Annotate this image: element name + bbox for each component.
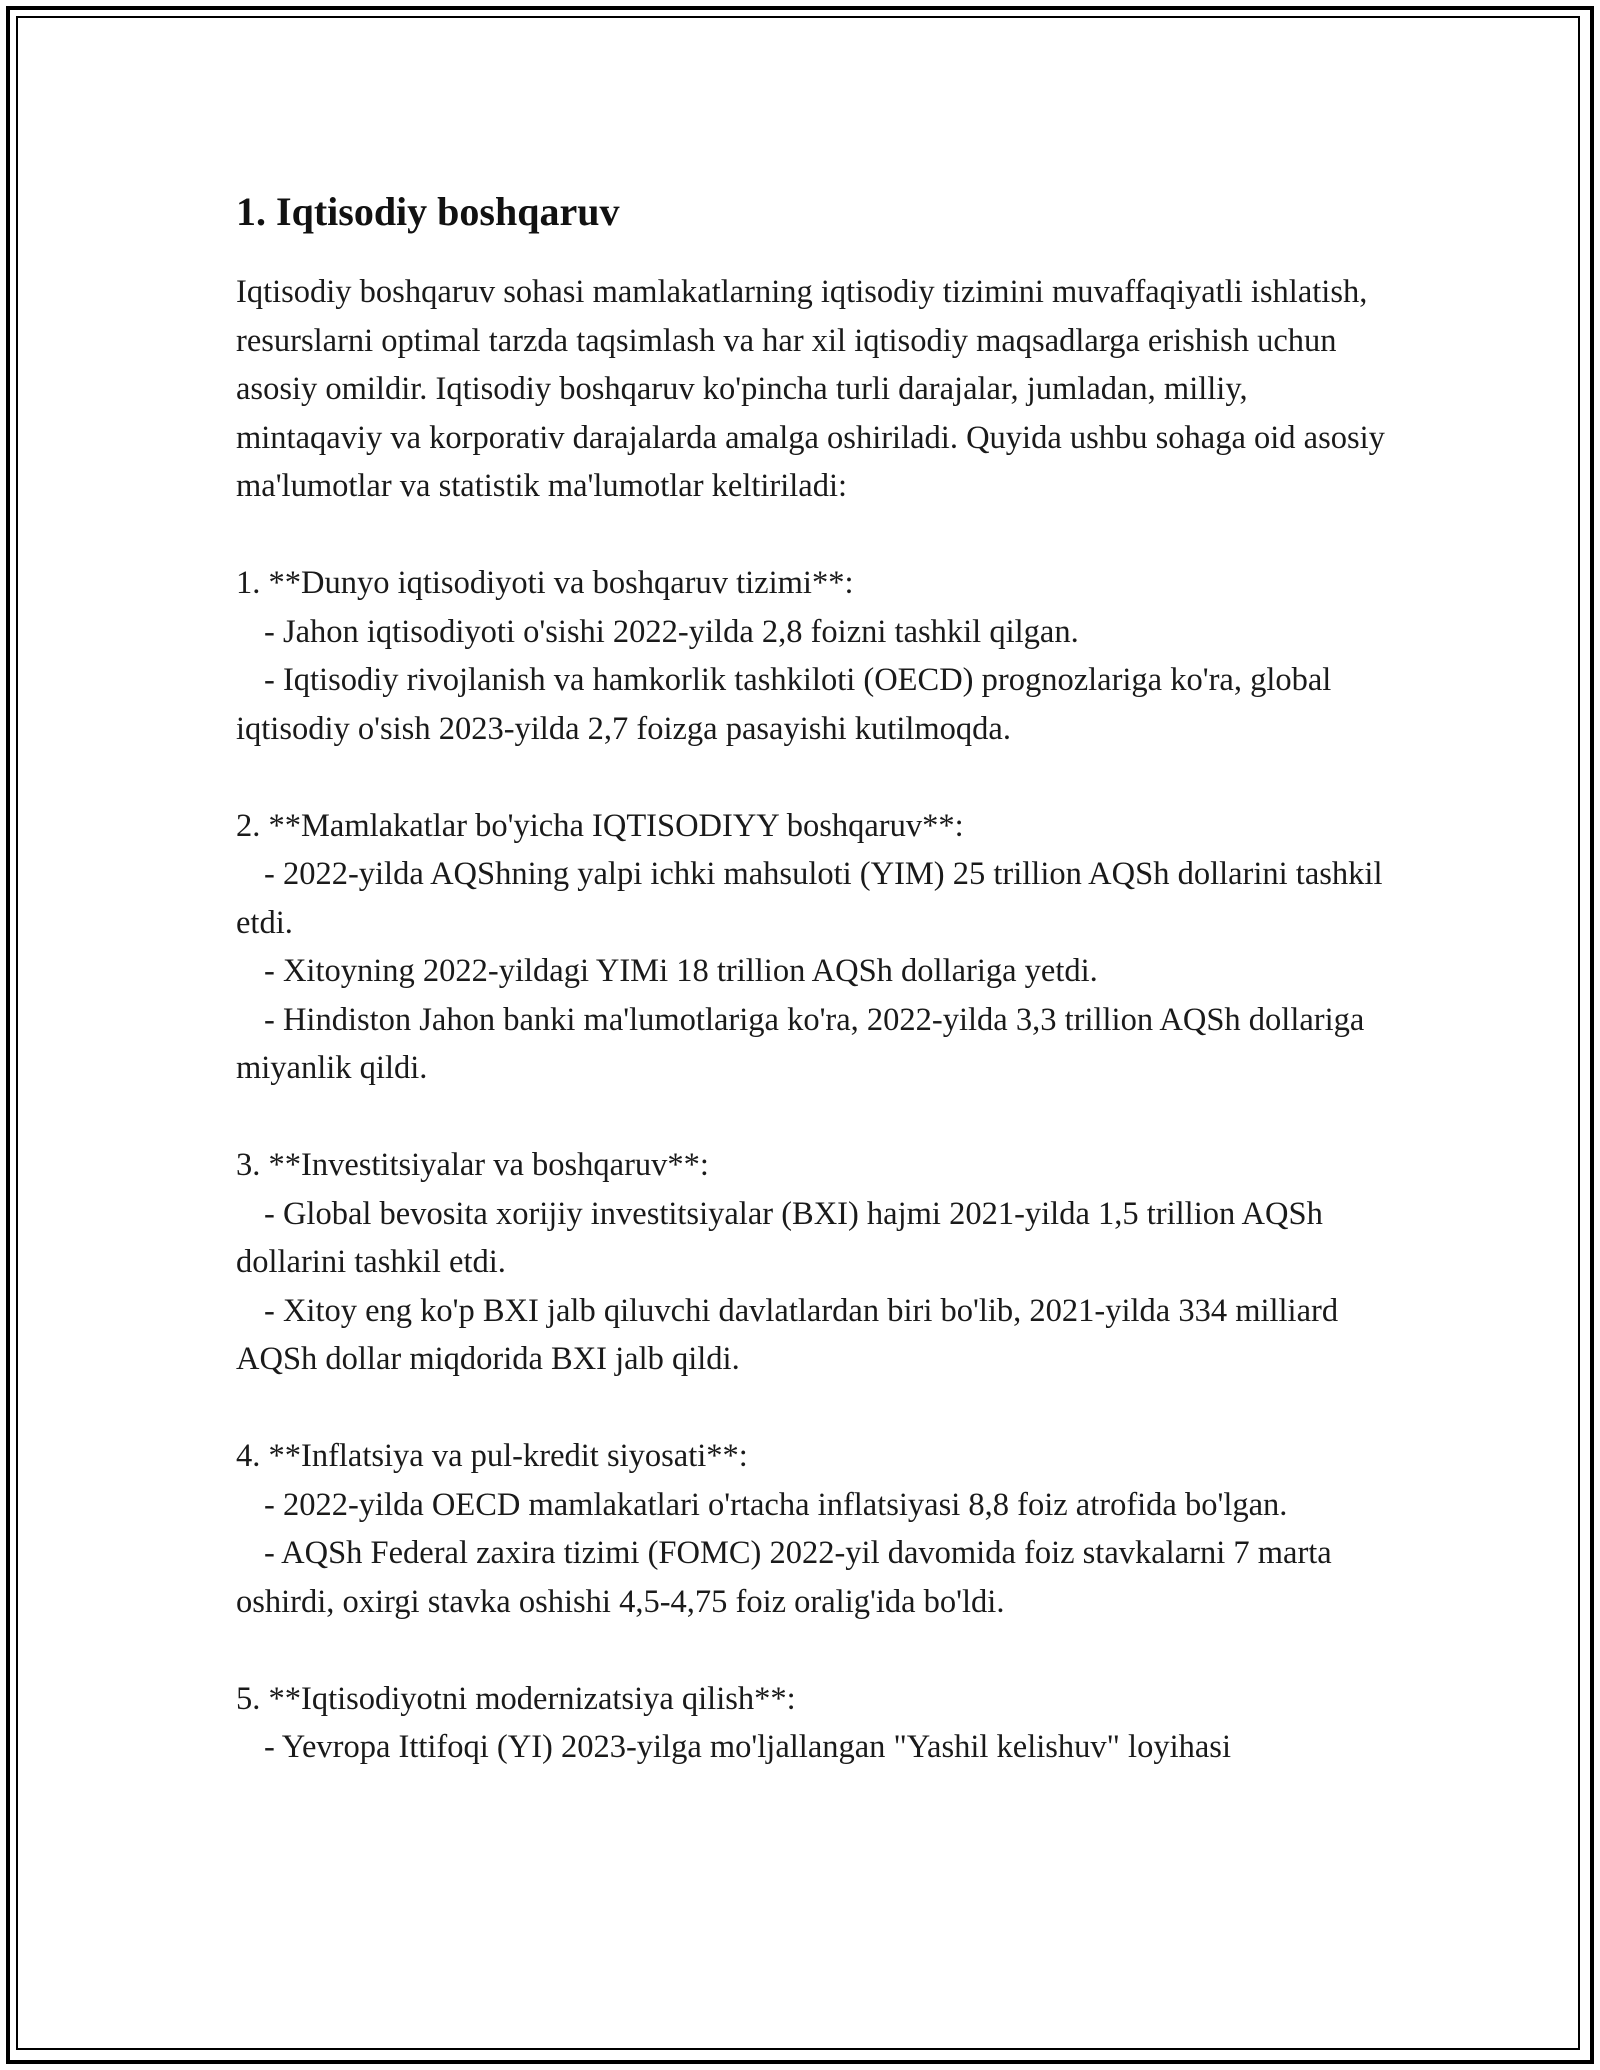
bullet-text: - Xitoy eng ko'p BXI jalb qiluvchi davlatlardan biri bo'lib, 2021-yilda 334 milliard AQSh dollar miqdorida BXI jalb qildi. bbox=[236, 1292, 1345, 1377]
section-title: 1. **Dunyo iqtisodiyoti va boshqaruv tizimi**: bbox=[236, 565, 854, 601]
list-item bbox=[236, 1287, 1386, 1384]
section-title: 2. **Mamlakatlar bo'yicha IQTISODIYY boshqaruv**: bbox=[236, 807, 964, 844]
section-title: 4. **Inflatsiya va pul-kredit siyosati**: bbox=[236, 1438, 748, 1474]
bullet-text: - Iqtisodiy rivojlanish va hamkorlik tashkiloti (OECD) prognozlariga ko'ra, global iqtisodiy o'sish 2023-yilda 2,7 foizga pasayishi kutilmoqda. bbox=[236, 662, 1340, 747]
intro-paragraph: Iqtisodiy boshqaruv sohasi mamlakatlarning iqtisodiy tizimini muvaffaqiyatli ishlatish, resurslarni optimal tarzda taqsimlash va har xil iqtisodiy maqsadlarga erishish uchun asosiy omildir. Iqtisodiy boshqaruv ko'pincha turli darajalar, jumladan, milliy, mintaqaviy va korporativ darajalarda amalga oshiriladi. Quyida ushbu sohaga oid asosiy ma'lumotlar va statistik ma'lumotlar keltiriladi: bbox=[236, 274, 1394, 504]
bullet-text: - 2022-yilda OECD mamlakatlari o'rtacha inflatsiyasi 8,8 foiz atrofida bo'lgan. bbox=[264, 1486, 1288, 1523]
list-item bbox=[236, 608, 1386, 657]
bullet-text: - 2022-yilda AQShning yalpi ichki mahsuloti (YIM) 25 trillion AQSh dollarini tashkil etdi. bbox=[236, 856, 1391, 941]
list-item bbox=[236, 1723, 1386, 1772]
list-item bbox=[236, 947, 1386, 996]
list-item bbox=[236, 656, 1386, 753]
bullet-text: - Global bevosita xorijiy investitsiyalar (BXI) hajmi 2021-yilda 1,5 trillion AQSh dollarini tashkil etdi. bbox=[236, 1195, 1331, 1280]
list-item bbox=[236, 1529, 1386, 1626]
section-countries bbox=[236, 802, 1391, 1093]
section-inflation bbox=[236, 1432, 1386, 1626]
bullet-text: - AQSh Federal zaxira tizimi (FOMC) 2022-yil davomida foiz stavkalarni 7 marta oshirdi, oxirgi stavka oshishi 4,5-4,75 foiz oralig'ida bo'ldi. bbox=[236, 1535, 1340, 1620]
section-world-economy bbox=[236, 559, 1386, 753]
bullet-text: - Xitoyning 2022-yildagi YIMi 18 trillion AQSh dollariga yetdi. bbox=[264, 953, 1098, 989]
section-title: 5. **Iqtisodiyotni modernizatsiya qilish**: bbox=[236, 1680, 796, 1717]
document-heading: 1. Iqtisodiy boshqaruv bbox=[236, 189, 620, 234]
section-list bbox=[236, 559, 1391, 1772]
list-item bbox=[236, 850, 1391, 947]
section-modernization bbox=[236, 1675, 1386, 1772]
section-title: 3. **Investitsiyalar va boshqaruv**: bbox=[236, 1147, 709, 1183]
list-item bbox=[236, 1190, 1386, 1287]
section-investments bbox=[236, 1141, 1386, 1384]
document-body bbox=[236, 186, 1394, 1820]
list-item bbox=[236, 1481, 1386, 1530]
bullet-text: - Hindiston Jahon banki ma'lumotlariga ko'ra, 2022-yilda 3,3 trillion AQSh dollariga miyanlik qildi. bbox=[236, 1001, 1373, 1086]
bullet-text: - Yevropa Ittifoqi (YI) 2023-yilga mo'ljallangan "Yashil kelishuv" loyihasi bbox=[264, 1729, 1231, 1765]
list-item bbox=[236, 996, 1386, 1093]
bullet-text: - Jahon iqtisodiyoti o'sishi 2022-yilda 2,8 foizni tashkil qilgan. bbox=[264, 613, 1079, 650]
